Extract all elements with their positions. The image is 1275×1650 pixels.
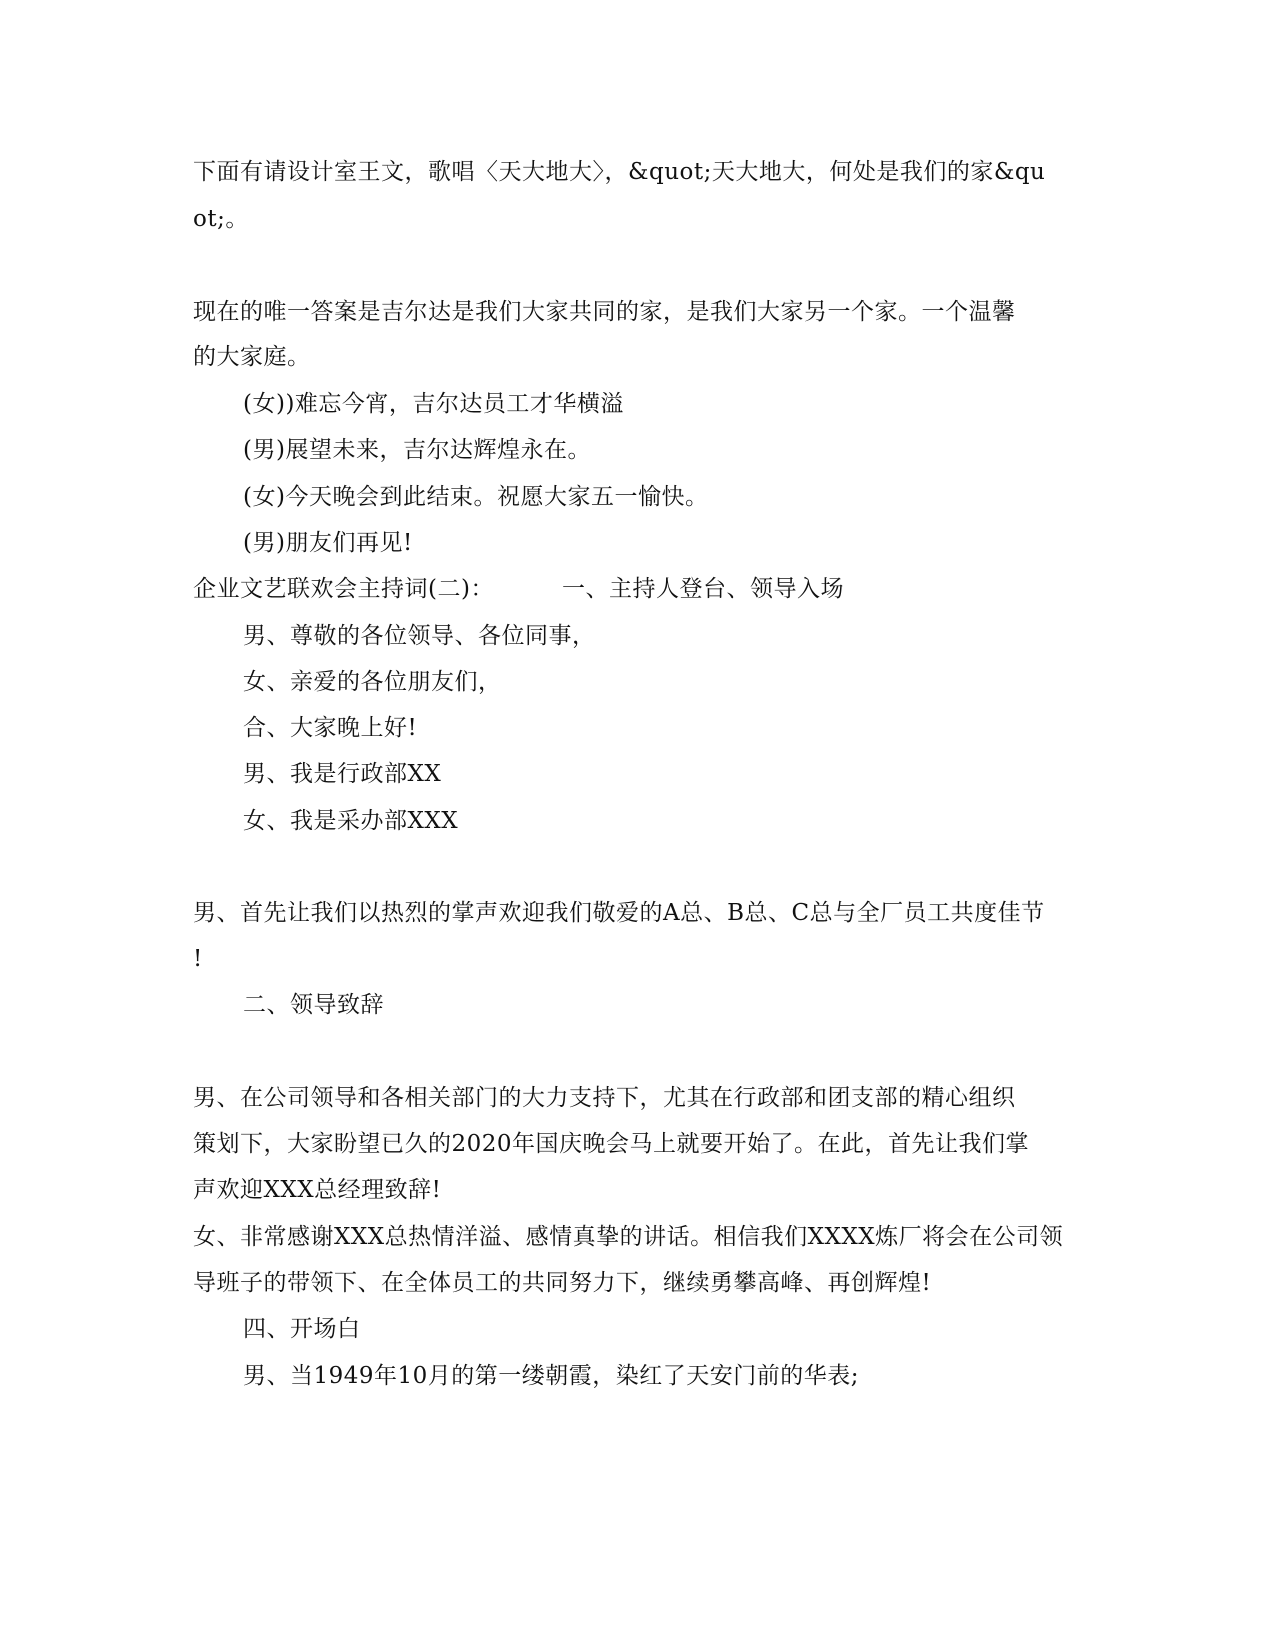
paragraph-line: (女)今天晚会到此结束。祝愿大家五一愉快。 [243, 484, 709, 510]
paragraph-line: ! [193, 946, 203, 972]
paragraph-line: 的大家庭。 [193, 344, 311, 370]
section-heading-line [193, 574, 844, 604]
paragraph-line: 女、亲爱的各位朋友们， [243, 669, 502, 695]
paragraph-line: 男、我是行政部XX [243, 761, 442, 787]
paragraph-line: (男)朋友们再见! [243, 530, 413, 556]
paragraph-line: 男、当1949年10月的第一缕朝霞，染红了天安门前的华表; [243, 1363, 860, 1389]
paragraph-line: 四、开场白 [243, 1316, 361, 1342]
paragraph-line: 女、我是采办部XXX [243, 808, 459, 834]
paragraph-line: 女、非常感谢XXX总热情洋溢、感情真挚的讲话。相信我们XXXX炼厂将会在公司领 [193, 1224, 1064, 1250]
paragraph-line: 男、尊敬的各位领导、各位同事， [243, 623, 596, 649]
paragraph-line: 二、领导致辞 [243, 992, 384, 1018]
paragraph-line: 合、大家晚上好! [243, 715, 418, 741]
paragraph-line: 男、首先让我们以热烈的掌声欢迎我们敬爱的A总、B总、C总与全厂员工共度佳节 [193, 900, 1045, 926]
paragraph-line: 现在的唯一答案是吉尔达是我们大家共同的家，是我们大家另一个家。一个温馨 [193, 299, 1016, 325]
paragraph-line: 导班子的带领下、在全体员工的共同努力下，继续勇攀高峰、再创辉煌! [193, 1270, 932, 1296]
paragraph-line: ot;。 [193, 206, 249, 232]
paragraph-line: 男、在公司领导和各相关部门的大力支持下，尤其在行政部和团支部的精心组织 [193, 1085, 1016, 1111]
paragraph-line: 策划下，大家盼望已久的2020年国庆晚会马上就要开始了。在此，首先让我们掌 [193, 1131, 1030, 1157]
section-title: 企业文艺联欢会主持词(二)： [193, 576, 494, 602]
paragraph-line: 下面有请设计室王文，歌唱〈天大地大〉，&quot;天大地大，何处是我们的家&qu [193, 159, 1046, 185]
paragraph-line: (男)展望未来，吉尔达辉煌永在。 [243, 437, 591, 463]
paragraph-line: (女))难忘今宵，吉尔达员工才华横溢 [243, 391, 624, 417]
paragraph-line: 声欢迎XXX总经理致辞! [193, 1177, 442, 1203]
subsection-title: 一、主持人登台、领导入场 [561, 576, 844, 602]
